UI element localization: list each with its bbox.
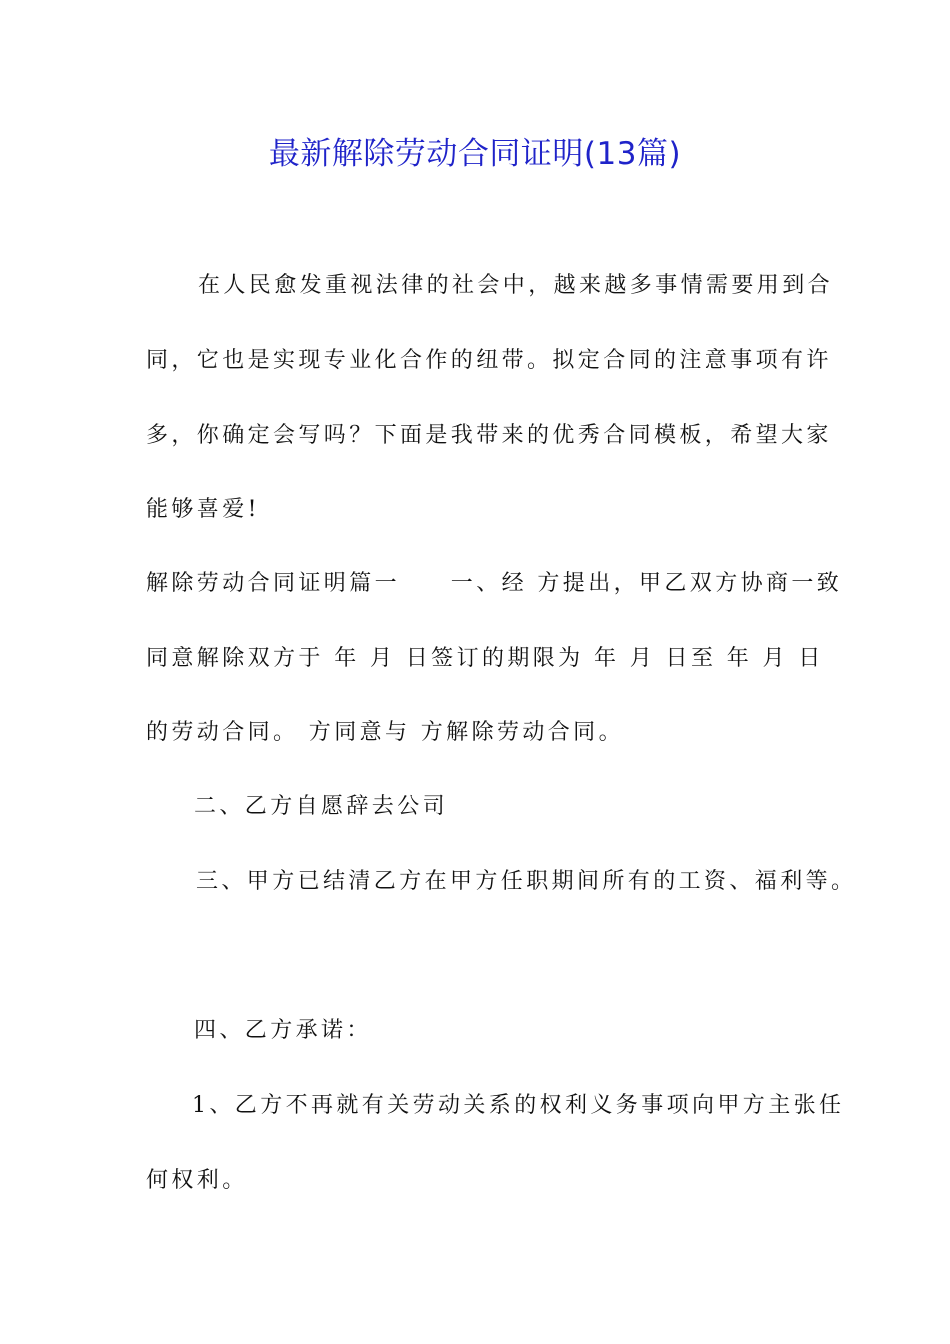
intro-line-1: 在人民愈发重视法律的社会中，越来越多事情需要用到合 (198, 273, 834, 298)
item-four-one-line-2: 何权利。 (146, 1168, 248, 1193)
item-four-line: 四、乙方承诺： (194, 1018, 372, 1043)
item-four-one-line-1: 1、乙方不再就有关劳动关系的权利义务事项向甲方主张任 (192, 1093, 845, 1118)
intro-line-4: 能够喜爱! (146, 497, 260, 522)
section-one-line-2: 同意解除双方于 年 月 日签订的期限为 年 月 日至 年 月 日 (146, 646, 824, 671)
intro-line-2: 同，它也是实现专业化合作的纽带。拟定合同的注意事项有许 (146, 348, 832, 373)
intro-line-3: 多，你确定会写吗？下面是我带来的优秀合同模板，希望大家 (146, 423, 832, 448)
section-one-line-1: 解除劳动合同证明篇一 一、经 方提出，甲乙双方协商一致 (146, 571, 843, 596)
section-one-line-3: 的劳动合同。 方同意与 方解除劳动合同。 (146, 720, 624, 745)
document-title: 最新解除劳动合同证明(13篇) (268, 136, 682, 172)
item-two-line: 二、乙方自愿辞去公司 (194, 794, 449, 819)
item-three-line: 三、甲方已结清乙方在甲方任职期间所有的工资、福利等。 (196, 869, 857, 894)
